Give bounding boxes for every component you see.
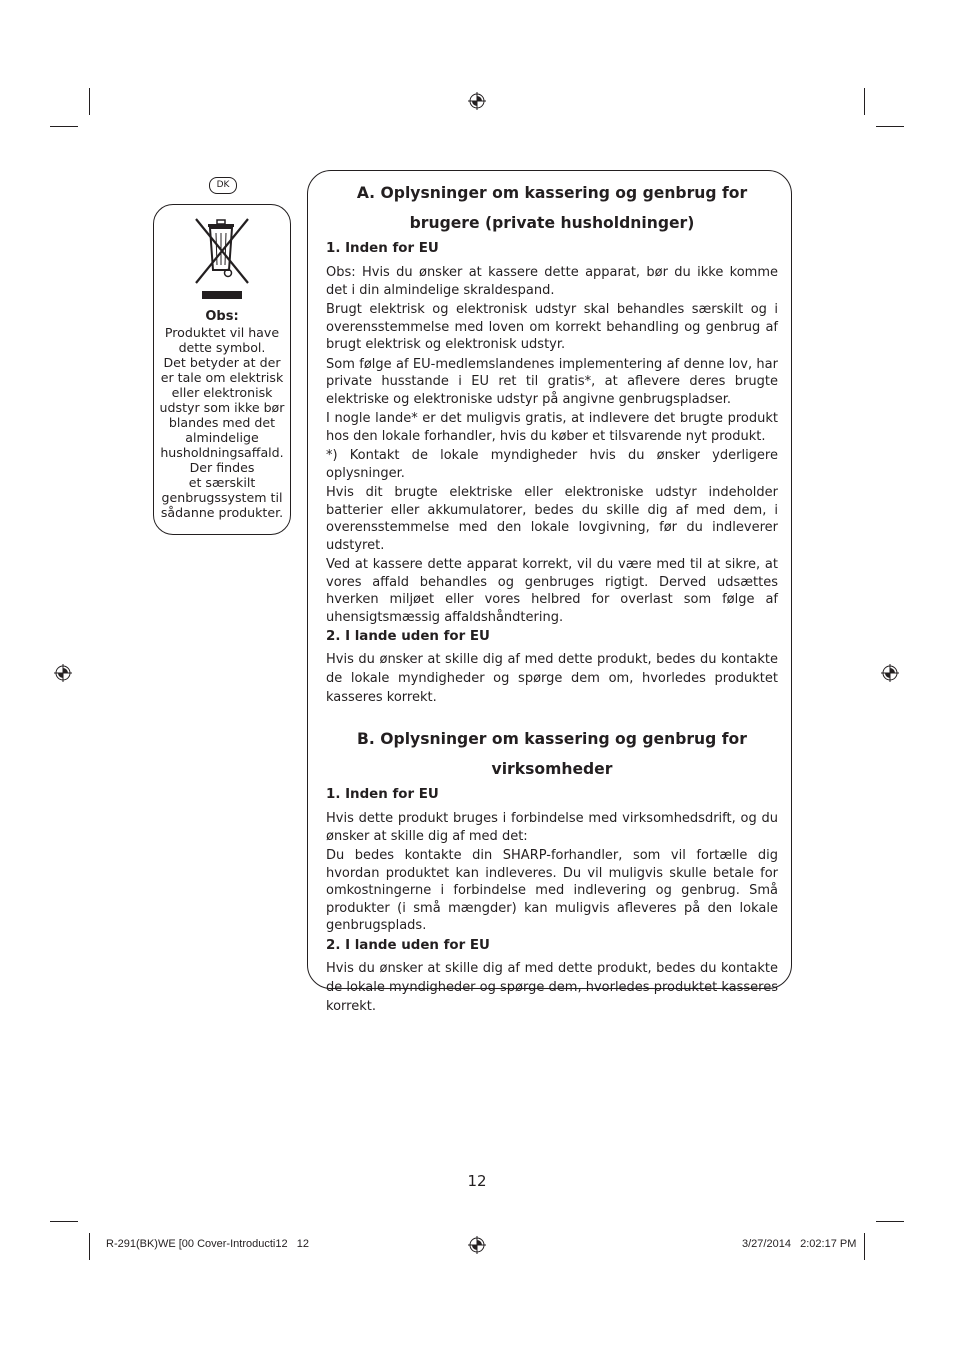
weee-notice-panel xyxy=(153,204,291,535)
page-number: 12 xyxy=(467,1172,487,1190)
section-a-subheading-eu: 1. Inden for EU xyxy=(326,241,439,256)
registration-target-icon xyxy=(881,664,899,682)
paragraph: Hvis du ønsker at skille dig af med dette produkt, bedes du kontakte de lokale myndigheder og spørge dem, hvorledes produktet kasseres korrekt. xyxy=(326,960,778,1014)
obs-title: Obs: xyxy=(205,309,239,324)
paragraph: Obs: Hvis du ønsker at kassere dette apparat, bør du ikke komme det i din almindelige skraldespand. xyxy=(326,265,778,298)
paragraph: Du bedes kontakte din SHARP-forhandler, som vil fortælle dig hvordan produktet kan indleveres. Du vil muligvis skulle betale for omkostningerne i forbindelse med indlevering og genbrug. Små produkter (i små mængder) kan muligvis afleveres på den lokale genbrugsplads. xyxy=(326,848,778,933)
section-a xyxy=(326,178,778,707)
section-b-title-line1: B. Oplysninger om kassering og genbrug for xyxy=(357,730,747,748)
crop-mark xyxy=(89,1233,90,1260)
language-badge: DK xyxy=(209,177,237,194)
paragraph: *) Kontakt de lokale myndigheder hvis du ønsker yderligere oplysninger. xyxy=(326,448,778,481)
section-b-title-line2: virksomheder xyxy=(491,760,613,778)
section-a-subheading-non-eu: 2. I lande uden for EU xyxy=(326,629,490,644)
paragraph: Som følge af EU-medlemslandenes implementering af denne lov, har private husstande i EU ret til gratis*, at aflevere deres brugte elektriske og elektroniske udstyr på angivne genbrugspladser. xyxy=(326,356,778,407)
disposal-info-content xyxy=(326,171,778,1018)
paragraph: Hvis du ønsker at skille dig af med dette produkt, bedes du kontakte de lokale myndigheder og spørge dem om, hvorledes produktet kasseres korrekt. xyxy=(326,652,778,705)
obs-text: Produktet vil have dette symbol. Det betyder at der er tale om elektrisk eller elektronisk udstyr som ikke bør blandes med det almindelige husholdningsaffald. Der findes et særskilt genbrugssystem til sådanne produkter. xyxy=(159,325,285,520)
registration-target-icon xyxy=(54,664,72,682)
registration-target-icon xyxy=(468,92,486,110)
paragraph: Brugt elektrisk og elektronisk udstyr skal behandles særskilt og i overensstemmelse med loven om korrekt behandling og genbrug af brugt elektrisk og elektronisk udstyr. xyxy=(326,302,778,352)
crop-mark xyxy=(876,1221,904,1222)
crop-mark xyxy=(864,1233,865,1260)
section-b-subheading-eu: 1. Inden for EU xyxy=(326,787,439,802)
footer-date-time: 3/27/2014 2:02:17 PM xyxy=(742,1238,857,1250)
section-b xyxy=(326,724,778,1016)
footer-file-info: R-291(BK)WE [00 Cover-Introducti12 12 xyxy=(106,1238,309,1250)
paragraph: Hvis dette produkt bruges i forbindelse med virksomhedsdrift, og du ønsker at skille dig af med det: xyxy=(326,811,778,844)
section-b-subheading-non-eu: 2. I lande uden for EU xyxy=(326,937,490,953)
crop-mark xyxy=(89,88,90,115)
registration-target-icon xyxy=(468,1236,486,1254)
crop-mark xyxy=(50,126,78,127)
crossed-out-wheelie-bin-icon xyxy=(190,215,254,301)
crop-mark xyxy=(864,88,865,115)
paragraph: Ved at kassere dette apparat korrekt, vil du være med til at sikre, at vores affald behandles og genbruges rigtigt. Derved udsættes hverken miljøet eller vores helbred for overlast som følge af uhensigtsmæssig affaldshåndtering. xyxy=(326,557,778,625)
paragraph: I nogle lande* er det muligvis gratis, at indlevere det brugte produkt hos den lokale forhandler, hvis du køber et tilsvarende nyt produkt. xyxy=(326,411,778,444)
paragraph: Hvis dit brugte elektriske eller elektroniske udstyr indeholder batterier eller akkumulatorer, bedes du skille dig af med dem, i overensstemmelse med den lokale lovgivning, før du indleverer udstyret. xyxy=(326,485,778,553)
disposal-info-box xyxy=(307,170,792,1014)
section-a-title-line2: brugere (private husholdninger) xyxy=(409,214,695,232)
crop-mark xyxy=(50,1221,78,1222)
crop-mark xyxy=(876,126,904,127)
section-a-title-line1: A. Oplysninger om kassering og genbrug for xyxy=(356,184,748,202)
